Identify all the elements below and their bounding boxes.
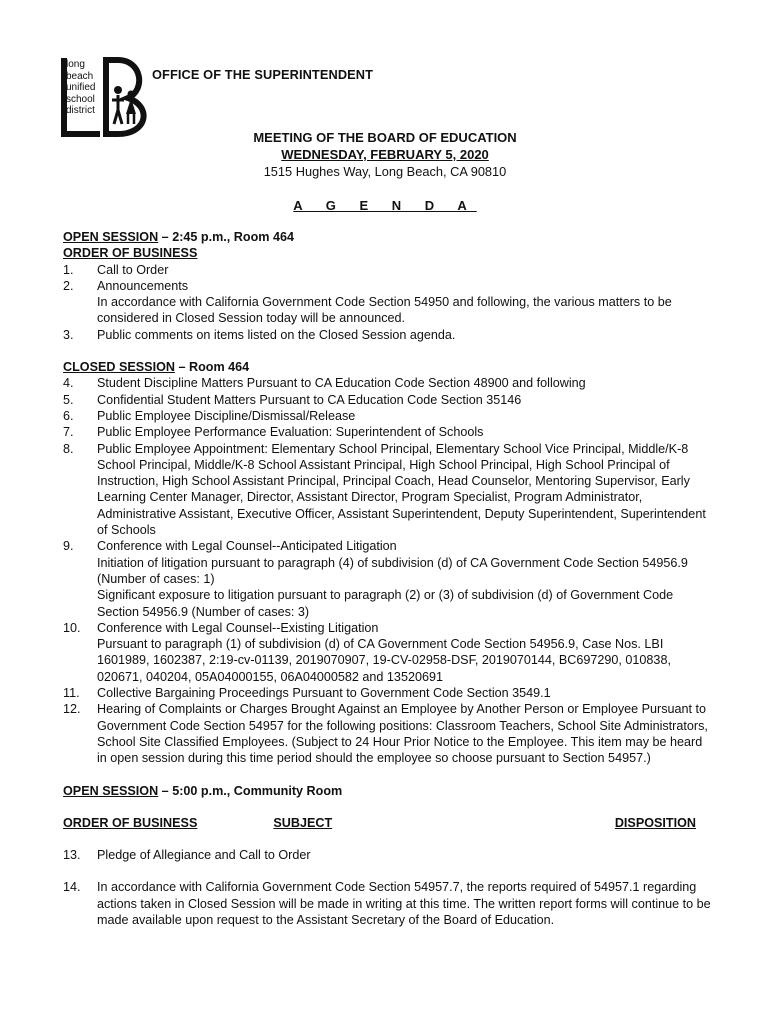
column-headers: [63, 815, 696, 831]
item-number: 14.: [63, 880, 81, 895]
logo-line: beach: [66, 70, 94, 82]
item-number: 4.: [63, 376, 74, 391]
item-number: 2.: [63, 278, 74, 293]
list-item: [63, 262, 713, 278]
item-text: Public comments on items listed on the Closed Session agenda.: [97, 327, 456, 342]
list-item: [63, 620, 713, 636]
list-item: [63, 327, 713, 343]
item-number: 5.: [63, 392, 74, 407]
item-number: 10.: [63, 620, 81, 635]
order-of-business-heading: ORDER OF BUSINESS: [63, 246, 198, 261]
logo-line: district: [66, 105, 95, 117]
list-item: [63, 278, 713, 294]
closed-session-room: – Room 464: [174, 360, 250, 375]
subject-column: SUBJECT: [273, 815, 333, 830]
item-number: 3.: [63, 327, 74, 342]
open-session-heading: [63, 229, 713, 245]
item-text: Announcements: [97, 278, 189, 293]
item-text: In accordance with California Government Code Section 54950 and following, the various matters to be considered in Closed Session today will be announced.: [97, 295, 672, 326]
item-number: [63, 555, 97, 588]
item-text: Collective Bargaining Proceedings Pursuant to Government Code Section 3549.1: [97, 686, 551, 701]
closed-session-label: CLOSED SESSION: [63, 360, 175, 375]
list-item: [63, 538, 713, 554]
item-number: 6.: [63, 408, 74, 423]
item-number: 8.: [63, 441, 74, 456]
item-number: 7.: [63, 425, 74, 440]
list-item: [63, 555, 713, 588]
list-item: [63, 879, 713, 928]
item-text: Call to Order: [97, 262, 169, 277]
logo-line: long: [66, 59, 85, 70]
list-item: [63, 685, 713, 701]
office-title: OFFICE OF THE SUPERINTENDENT: [152, 67, 374, 82]
meeting-address: 1515 Hughes Way, Long Beach, CA 90810: [263, 164, 507, 179]
disposition-column: DISPOSITION: [614, 815, 696, 830]
meeting-date: WEDNESDAY, FEBRUARY 5, 2020: [281, 147, 489, 162]
agenda-body: [63, 229, 713, 928]
open-session-label: OPEN SESSION: [63, 783, 159, 798]
logo-line: school: [66, 93, 95, 105]
item-text: Confidential Student Matters Pursuant to CA Education Code Section 35146: [97, 392, 522, 407]
list-item: [63, 375, 713, 391]
item-number: 13.: [63, 848, 81, 863]
logo-wordmark: [66, 59, 95, 117]
list-item: [63, 636, 713, 685]
item-text: In accordance with California Government Code Section 54957.7, the reports required of 54957.1 regarding actions taken in Closed Session will be made in writing at this time. The written report forms will continue to be made available upon request to the Assistant Secretary of the Board of Education.: [97, 880, 711, 927]
item-text: Pledge of Allegiance and Call to Order: [97, 848, 311, 863]
spacer: [63, 343, 713, 359]
list-item: [63, 392, 713, 408]
spacer: [63, 831, 713, 847]
item-text: Public Employee Appointment: Elementary School Principal, Elementary School Vice Principal, Middle/K-8 School Principal, Middle/K-8 School Assistant Principal, High School Principal, High School Principal of Instruction, High School Assistant Principal, Principal Coach, Head Counselor, Mentoring Supervisor, Early Learning Center Manager, Director, Assistant Director, Program Specialist, Program Administrator, Administrative Assistant, Executive Officer, Assistant Superintendent, Deputy Superintendent, Superintendent of Schools: [97, 441, 706, 538]
open-session-time: – 2:45 p.m., Room 464: [158, 230, 294, 244]
item-number: 1.: [63, 262, 74, 277]
list-item: [63, 424, 713, 440]
open-session-label: OPEN SESSION: [63, 230, 159, 244]
closed-session-heading: [63, 359, 713, 375]
list-item: [63, 587, 713, 620]
logo-line: unified: [66, 82, 96, 94]
item-text: Student Discipline Matters Pursuant to CA Education Code Section 48900 and following: [97, 376, 586, 391]
item-text: Conference with Legal Counsel--Existing Litigation: [97, 620, 379, 635]
item-number: 12.: [63, 702, 81, 717]
item-text: Public Employee Discipline/Dismissal/Release: [97, 408, 356, 423]
item-number: 9.: [63, 539, 74, 554]
open-session-time: – 5:00 p.m., Community Room: [158, 783, 343, 798]
item-text: Initiation of litigation pursuant to paragraph (4) of subdivision (d) of CA Government Code Section 54956.9 (Number of cases: 1): [97, 555, 688, 586]
agenda-heading: A G E N D A: [293, 198, 477, 213]
spacer: [63, 799, 713, 815]
list-item: [63, 847, 713, 863]
list-item: [63, 408, 713, 424]
list-item: [63, 294, 713, 327]
item-number: [63, 587, 97, 620]
item-number: [63, 294, 97, 327]
item-number: [63, 636, 97, 685]
item-text: Conference with Legal Counsel--Anticipated Litigation: [97, 539, 397, 554]
item-text: Hearing of Complaints or Charges Brought Against an Employee by Another Person or Employee Pursuant to Government Code Section 54957 for the following positions: Classroom Teachers, School Site Administrators, School Site Classified Employees. (Subject to 24 Hour Prior Notice to the Employee. This item may be heard in open session during this time period should the employee so choose pursuant to Section 54957.): [97, 702, 708, 766]
order-of-business-column: ORDER OF BUSINESS: [63, 815, 198, 830]
open-session-heading: [63, 783, 713, 799]
meeting-title: MEETING OF THE BOARD OF EDUCATION: [253, 130, 517, 145]
list-item: [63, 441, 713, 539]
item-text: Public Employee Performance Evaluation: Superintendent of Schools: [97, 425, 484, 440]
spacer: [63, 863, 713, 879]
item-text: Pursuant to paragraph (1) of subdivision (d) of CA Government Code Section 54956.9, Case Nos. LBI 1601989, 1602387, 2:19-cv-01139, 2019070907, 19-CV-02958-DSF, 2019070144, BC697290, 010838, 020671, 040204, 05A04000155, 06A04000582 and 13520691: [97, 637, 671, 684]
list-item: [63, 701, 713, 766]
item-number: 11.: [63, 686, 80, 701]
spacer: [63, 767, 713, 783]
item-text: Significant exposure to litigation pursuant to paragraph (2) or (3) of subdivision (d) of Government Code Section 54956.9 (Number of cases: 3): [97, 588, 674, 619]
